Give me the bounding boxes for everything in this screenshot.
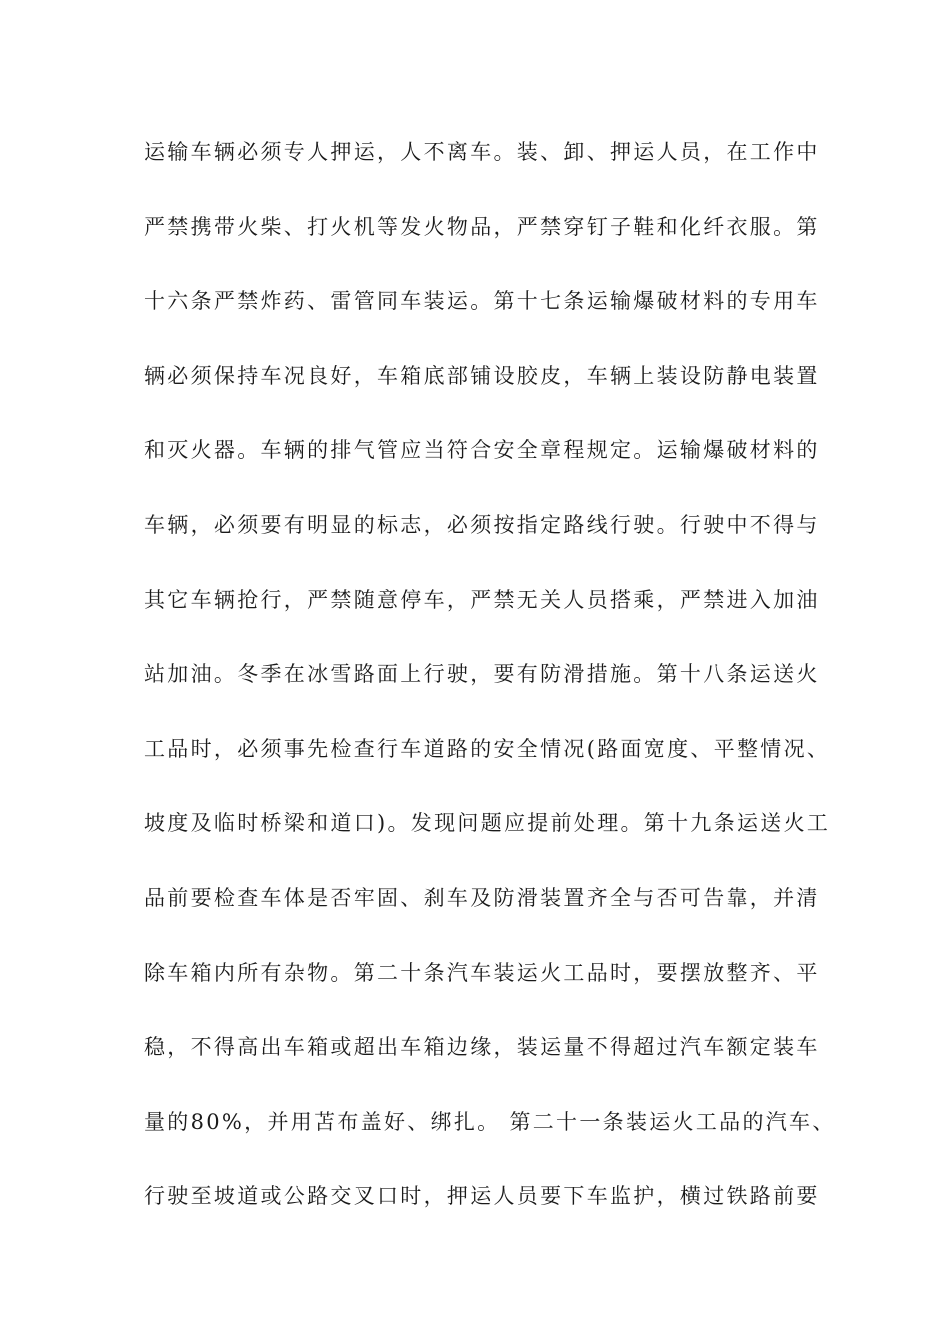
text-line: 行驶至坡道或公路交叉口时，押运人员要下车监护，横过铁路前要 [144, 1184, 820, 1209]
text-line: 运输车辆必须专人押运，人不离车。装、卸、押运人员，在工作中 [144, 140, 820, 164]
text-line: 严禁携带火柴、打火机等发火物品，严禁穿钉子鞋和化纤衣服。第 [144, 214, 820, 239]
text-line: 量的80%，并用苫布盖好、绑扎。 第二十一条装运火工品的汽车、 [144, 1109, 836, 1134]
text-line: 十六条严禁炸药、雷管同车装运。第十七条运输爆破材料的专用车 [144, 289, 820, 314]
text-line: 稳，不得高出车箱或超出车箱边缘，装运量不得超过汽车额定装车 [144, 1035, 820, 1060]
text-line: 其它车辆抢行，严禁随意停车，严禁无关人员搭乘，严禁进入加油 [144, 587, 820, 612]
text-line: 工品时，必须事先检查行车道路的安全情况(路面宽度、平整情况、 [144, 736, 831, 761]
body-text [144, 132, 836, 1251]
text-line: 辆必须保持车况良好，车箱底部铺设胶皮，车辆上装设防静电装置 [144, 363, 820, 388]
text-line: 站加油。冬季在冰雪路面上行驶，要有防滑措施。第十八条运送火 [144, 662, 820, 687]
text-line: 品前要检查车体是否牢固、刹车及防滑装置齐全与否可告靠，并清 [144, 885, 820, 910]
text-line: 坡度及临时桥梁和道口)。发现问题应提前处理。第十九条运送火工 [144, 811, 831, 836]
text-line: 车辆，必须要有明显的标志，必须按指定路线行驶。行驶中不得与 [144, 512, 820, 537]
text-line: 和灭火器。车辆的排气管应当符合安全章程规定。运输爆破材料的 [144, 438, 820, 463]
text-line: 除车箱内所有杂物。第二十条汽车装运火工品时，要摆放整齐、平 [144, 960, 820, 985]
